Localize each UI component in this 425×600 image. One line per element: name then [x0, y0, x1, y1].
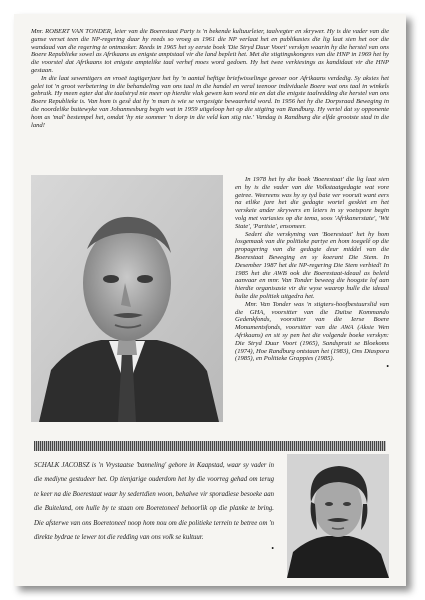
intro-text: [31, 28, 389, 129]
end-bullet: •: [386, 362, 389, 372]
right-column-text: [235, 176, 389, 371]
document-page: [14, 14, 406, 586]
bottom-text: [34, 459, 274, 553]
schalk-jacobsz-photo: [287, 454, 389, 578]
intro-paragraph: In die laat sewentigers en vroeë tagtigerjare het hy 'n aantal heftige briefwisselinge gevoer oor Afrikaans verdedig. Sy aksies het gelei tot 'n groot verbetering in die behandeling van ons taal in die handel en veral teenoor individuele Boere wat ons taal in winkels gebruik. Hy meen egter dat die taalstryd nie meer op hierdie vlak gewen kan word nie en dat die enigste taalredding die herstel van ons Boere Republieke is. Van hom is gesê dat hy 'n man is wie se vergesigte bewaarheid word. In 1956 het hy die Dorpsraad Beweging in die noordelike buitewyke van Johannesburg begin wat in 1959 uitgeloop het op die stigting van Randburg. Hy vertel dat sy opponente hom as 'mal' bestempel het, omdat 'hy nie sommer 'n dorp in die veld kan stig nie.' Vandag is Randburg die elfde grootste stad in die land!: [31, 74, 389, 129]
intro-paragraph: Mnr. ROBERT VAN TONDER, leier van die Boerestaat Party is 'n bekende kultuurleier, taalvegter en skrywer. Hy is die vader van die gunse verset teen die NP-regering daar hy reeds so vroeg as 1961 die NP verlaat het en publikasies die lig laat sien het oor die wandaad van die regering te ontmasker. Reeds in 1965 het sy eerste boek 'Die Stryd Duur Voort' verskyn waarin hy die herstel van ons Boere Republieke sowel as Afrikaans as enigste amptstaal vir die land bepleit het. Met die stigtingskongres van die HNP in 1969 het hy die voorstel dat Afrikaans tot enigste amptelike taal verhef moes word gedoen. Hy het twee verkiesings as kandidaat vir die HNP gestaan.: [31, 28, 389, 74]
right-column-paragraph: In 1978 het hy die boek 'Boerestaat' die lig laat sien en hy is die vader van die Volkstaatgedagte wat vore getree. Weereens was hy sy tyd baie ver vooruit want eers na etlike jare het die gedagte wortel geskiet en het verskeie ander skrywers en leiers in sy voetspore begin volg met variasies op die tema, soos 'Afrikanerstate', 'Wit State', 'Partisie', ensomeer.: [235, 176, 389, 230]
robert-van-tonder-photo: [31, 175, 223, 422]
end-bullet: •: [271, 544, 274, 554]
right-column-paragraph: Mnr. Van Tonder was 'n stigters-hoofbestuurslid van die GHA, voorsitter van die Duitse Kommando Gedenkfonds, voorsitter van die Ierse Boere Monumentsfonds, voorsitter van die AWA (Aksie Wen Afrikaans) en sit sy pen het die volgende boeke verskyn: Die Stryd Duur Voort (1965), Sandspruit se Bloekoms (1974), Hoe Randburg ontstaan het (1983), Ons Diaspora (1985), en Politieke Grappies (1985).: [235, 300, 389, 363]
bottom-paragraph: SCHALK JACOBSZ is 'n Vrystaatse 'banneling' gebore in Kaapstad, waar sy vader in die mediyne gestudeer het. Op tienjarige ouderdom het hy die voorreg gehad om terug te keer na die Boerestaat waar hy sedertdien woon, behalwe vir sporadiese besoeke aan die Buiteland, om hulle by te staan om Boeretoneel behoorlik op die planke te bring. Die afsterwe van ons Boeretoneel noop hom nou om die politieke terrein te betree om 'n direkte bydrae te lewer tot die redding van ons volk se kultuur.: [34, 462, 274, 542]
section-divider: [34, 441, 386, 451]
right-column-paragraph: Sedert die verskyning van 'Boerestaat' het hy hom losgemaak van die politieke partye en hom toegelê op die propagering van die gedagte deur middel van die Boerestaat Beweging en sy koerant Die Stem. In Desember 1987 het die NP-regering Die Stem verbied! In 1985 het die AWB ook die Boerestaat-ideaal as beleid aanvaar en mnr. Van Tonder beweeg die hoogste lof aan hierdie organisasie vir die wyse waarop hulle die ideaal bulte die politiek uitgedra het.: [235, 230, 389, 300]
